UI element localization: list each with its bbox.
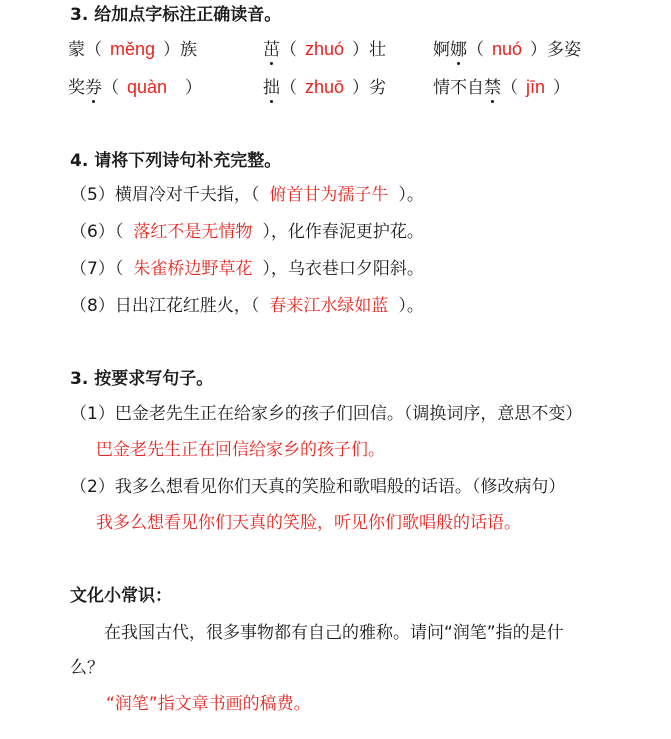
pinyin-answer: zhuō (305, 77, 345, 97)
item-post-text: 多姿 (547, 40, 582, 60)
dotted-char: 娜 (450, 40, 467, 60)
close-paren: ） (185, 78, 203, 98)
open-paren: （ (467, 40, 484, 60)
poem-prompt: （7）（ (70, 259, 124, 279)
pinyin-answer: nuó (492, 39, 523, 59)
item-pre-text: 情不自 (433, 78, 484, 98)
culture-question-line2: 么？ (70, 658, 104, 678)
poem-prompt: （8）日出江花红胜火，（ (70, 296, 260, 316)
pinyin-answer: měng (110, 39, 156, 59)
poem-answer: 俯首甘为孺子牛 (269, 185, 389, 205)
section3-title: 3. 按要求写句子。 (70, 369, 214, 389)
sentence-question-1: （1）巴金老先生正在给家乡的孩子们回信。（调换词序，意思不变） (70, 404, 583, 424)
dotted-char: 拙 (263, 78, 280, 98)
close-paren: ） (352, 78, 370, 98)
pinyin-item-3 (433, 38, 581, 61)
close-paren: ） (163, 40, 181, 60)
dotted-char: 禁 (484, 78, 501, 98)
open-paren: （ (85, 40, 102, 60)
poem-prompt-end: ），化作春泥更护花。 (262, 222, 424, 242)
pinyin-item-5 (263, 76, 386, 99)
close-paren: ） (530, 40, 548, 60)
section2-title: 4. 请将下列诗句补充完整。 (70, 151, 282, 171)
poem-prompt-end: ）。 (398, 185, 424, 205)
poem-prompt: （5）横眉冷对千夫指，（ (70, 185, 260, 205)
poem-prompt-end: ），乌衣巷口夕阳斜。 (262, 259, 424, 279)
pinyin-item-4 (68, 76, 202, 99)
pinyin-answer: jīn (526, 77, 546, 97)
section4-title: 文化小常识： (70, 586, 172, 606)
open-paren: （ (102, 78, 119, 98)
pinyin-item-6 (433, 76, 570, 99)
pinyin-item-2 (263, 38, 386, 61)
item-post-text: 劣 (369, 78, 387, 98)
sentence-answer-1: 巴金老先生正在回信给家乡的孩子们。 (96, 440, 385, 460)
item-post-text: 壮 (369, 40, 387, 60)
pinyin-answer: quàn (127, 77, 168, 97)
poem-prompt: （6）（ (70, 222, 124, 242)
poem-line-8 (70, 295, 424, 317)
poem-line-5 (70, 184, 424, 206)
poem-answer: 朱雀桥边野草花 (133, 259, 253, 279)
dotted-char: 茁 (263, 40, 280, 60)
pinyin-answer: zhuó (305, 39, 345, 59)
open-paren: （ (280, 40, 297, 60)
dotted-char: 券 (85, 78, 102, 98)
open-paren: （ (280, 78, 297, 98)
pinyin-item-1 (68, 38, 197, 61)
item-pre-text: 奖 (68, 78, 85, 98)
poem-prompt-end: ）。 (398, 296, 424, 316)
item-pre-text: 蒙 (68, 40, 85, 60)
open-paren: （ (501, 78, 518, 98)
culture-question-line1: 在我国古代，很多事物都有自己的雅称。请问“润笔”指的是什 (104, 623, 564, 643)
close-paren: ） (553, 78, 571, 98)
item-post-text: 族 (180, 40, 198, 60)
sentence-answer-2: 我多么想看见你们天真的笑脸，听见你们歌唱般的话语。 (96, 513, 521, 533)
poem-line-7 (70, 258, 424, 280)
culture-answer: “润笔”指文章书画的稿费。 (106, 694, 311, 714)
poem-answer: 春来江水绿如蓝 (269, 296, 389, 316)
poem-answer: 落红不是无情物 (133, 222, 253, 242)
item-pre-text: 婀 (433, 40, 450, 60)
sentence-question-2: （2）我多么想看见你们天真的笑脸和歌唱般的话语。（修改病句） (70, 477, 566, 497)
section1-title: 3. 给加点字标注正确读音。 (70, 5, 282, 25)
poem-line-6 (70, 221, 424, 243)
close-paren: ） (352, 40, 370, 60)
